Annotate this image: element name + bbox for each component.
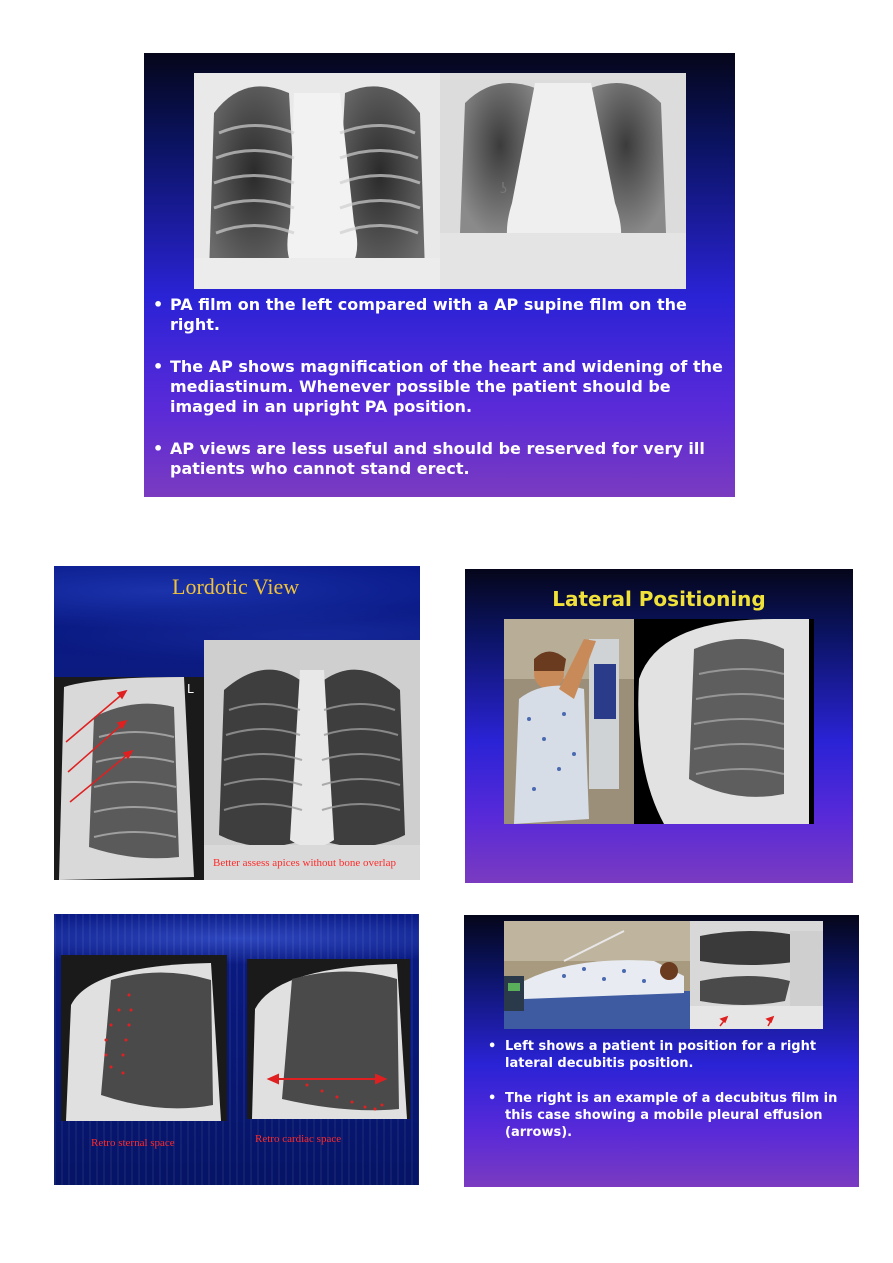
bullet-text: PA film on the left compared with a AP supine film on the right. [170, 295, 687, 334]
decubitus-patient-photo [504, 921, 690, 1029]
bullet-item [148, 439, 728, 479]
lordotic-pa-xray-image [204, 640, 420, 880]
slide-title: Lateral Positioning [552, 587, 766, 611]
slide-lateral-positioning [465, 569, 853, 883]
patient-lateral-photo [504, 619, 634, 824]
retrosternal-xray-image [61, 955, 227, 1121]
slide-retro-spaces [54, 914, 419, 1185]
slide-lordotic-view [54, 566, 420, 880]
bullet-item [148, 295, 728, 335]
lateral-chest-xray-image [634, 619, 814, 824]
slide5-bullet-list [483, 1038, 843, 1141]
svg-text:ʖ: ʖ [500, 181, 508, 197]
bullet-text: AP views are less useful and should be reserved for very ill patients who cannot stand erect. [170, 439, 705, 478]
caption-retro-sternal: Retro sternal space [91, 1137, 175, 1149]
caption-retro-cardiac: Retro cardiac space [255, 1133, 342, 1145]
bullet-text: Left shows a patient in position for a right lateral decubitis position. [505, 1039, 817, 1071]
decubitus-xray-image [690, 921, 823, 1029]
film-marker-L: L [187, 682, 194, 696]
slide1-bullet-list [148, 295, 728, 479]
bullet-text: The AP shows magnification of the heart and widening of the mediastinum. Whenever possible the patient should be imaged in an upright PA position. [170, 357, 723, 416]
lateral-xray-image [54, 677, 204, 880]
retrocardiac-xray-image [247, 959, 410, 1119]
slide-caption: Better assess apices without bone overlap [213, 857, 396, 869]
bullet-text: The right is an example of a decubitus film in this case showing a mobile pleural effusion (arrows). [505, 1091, 838, 1140]
bullet-item [483, 1090, 843, 1141]
ap-supine-chest-xray-image [440, 73, 686, 289]
slide-pa-vs-ap [144, 53, 735, 497]
pa-chest-xray-image [194, 73, 440, 289]
bullet-item [483, 1038, 843, 1072]
slide-decubitus [464, 915, 859, 1187]
bullet-item [148, 357, 728, 417]
slide-title: Lordotic View [172, 574, 300, 599]
